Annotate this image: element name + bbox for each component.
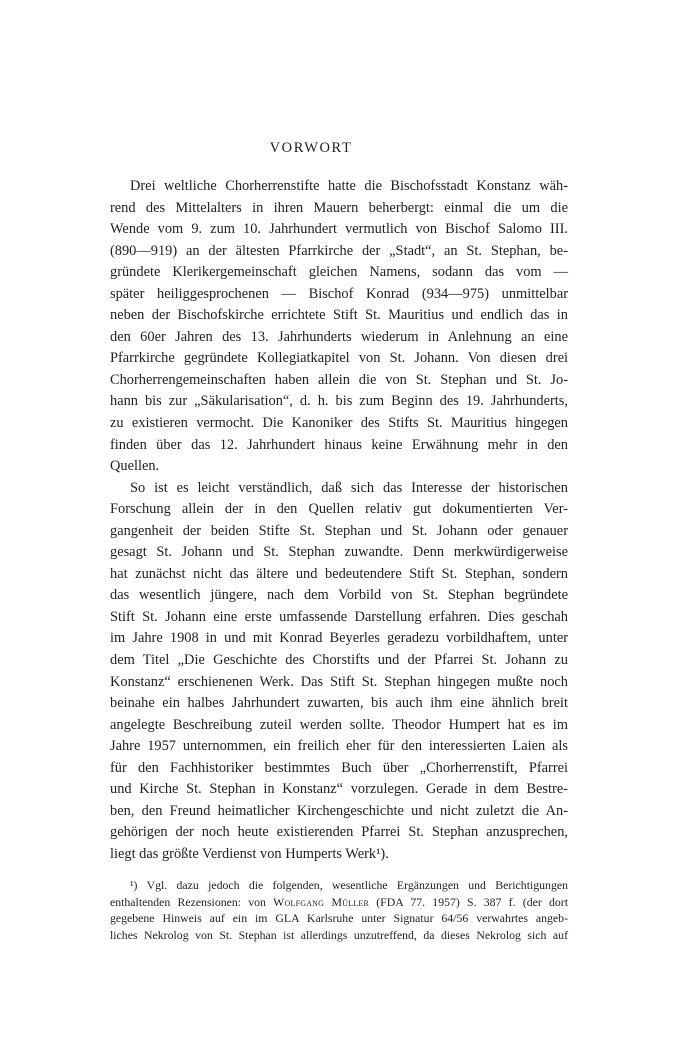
footnote-text: Vgl. dazu jedoch die folgenden, wesentliche Ergänzungen und Berichtigungen bbox=[146, 878, 568, 892]
body-line: Drei weltliche Chorherrenstifte hatte die Bischofsstadt Konstanz wäh- bbox=[130, 178, 568, 194]
body-line: Jahre 1957 unternommen, ein freilich eher für den interessierten Laien als bbox=[110, 738, 568, 755]
footnote-text: enthaltenden Rezensionen: von bbox=[110, 894, 274, 909]
body-line: (890—919) an der ältesten Pfarrkirche der „Stadt“, an St. Stephan, be- bbox=[110, 242, 568, 259]
body-line: dem Titel „Die Geschichte des Chorstifts und der Pfarrei St. Johann zu bbox=[110, 652, 568, 669]
body-line: So ist es leicht verständlich, daß sich das Interesse der historischen bbox=[130, 479, 568, 496]
body-line: hann bis zur „Säkularisation“, d. h. bis zum Beginn des 19. Jahrhunderts, bbox=[110, 393, 568, 410]
body-line: das wesentlich jüngere, nach dem Vorbild von St. Stephan begründete bbox=[110, 587, 568, 604]
body-line: rend des Mittelalters in ihren Mauern beherbergt: einmal die um die bbox=[110, 199, 568, 216]
paragraph bbox=[110, 478, 568, 866]
author-name-smallcaps: Wolfgang Müller bbox=[273, 894, 370, 909]
body-line: gesagt St. Johann und St. Stephan zuwandte. Denn merkwürdigerweise bbox=[110, 544, 568, 561]
body-line: Konstanz“ erschienenen Werk. Das Stift St. Stephan hingegen mußte noch bbox=[110, 673, 568, 690]
body-line: finden über das 12. Jahrhundert hinaus keine Erwähnung mehr in den bbox=[110, 436, 568, 453]
body-line: und Kirche St. Stephan in Konstanz“ vorzulegen. Gerade in dem Bestre- bbox=[110, 781, 568, 798]
body-line: Quellen. bbox=[110, 458, 160, 475]
footnote-line bbox=[110, 877, 568, 894]
body-line: liegt das größte Verdienst von Humperts Werk¹). bbox=[110, 845, 389, 862]
body-line: gangenheit der beiden Stifte St. Stephan und St. Johann oder genauer bbox=[110, 522, 568, 539]
footnote bbox=[110, 877, 568, 943]
body-line: hat zunächst nicht das ältere und bedeutendere Stift St. Stephan, sondern bbox=[110, 565, 568, 582]
body-line: im Jahre 1908 in und mit Konrad Beyerles geradezu vorbildhaftem, unter bbox=[110, 630, 568, 647]
footnote-line: liches Nekrolog von St. Stephan ist allerdings unzutreffend, da dieses Nekrolog sich auf bbox=[110, 927, 568, 942]
footnote-text: (FDA 77. 1957) S. 387 f. (der dort bbox=[369, 894, 568, 909]
body-line: zu existieren vermocht. Die Kanoniker des Stifts St. Mauritius hingegen bbox=[110, 415, 568, 432]
body-line: Chorherrengemeinschaften haben allein die von St. Stephan und St. Jo- bbox=[110, 371, 568, 388]
body-line: gründete Klerikergemeinschaft gleichen Namens, sodann das vom — bbox=[110, 264, 568, 281]
body-line: Stift St. Johann eine erste umfassende Darstellung erfahren. Dies geschah bbox=[110, 608, 568, 625]
body-line: angelegte Beschreibung zuteil werden sollte. Theodor Humpert hat es im bbox=[110, 716, 568, 733]
body-line: Wende vom 9. zum 10. Jahrhundert vermutlich von Bischof Salomo III. bbox=[110, 221, 568, 238]
body-line: für den Fachhistoriker bestimmtes Buch über „Chorherrenstift, Pfarrei bbox=[110, 759, 568, 776]
body-line: gehörigen der noch heute existierenden Pfarrei St. Stephan anzusprechen, bbox=[110, 824, 568, 841]
footnote-line: gegebene Hinweis auf ein im GLA Karlsruhe unter Signatur 64/56 verwahrtes angeb- bbox=[110, 911, 568, 925]
body-text bbox=[110, 176, 568, 866]
page-heading: VORWORT bbox=[269, 140, 353, 156]
footnote-line bbox=[110, 894, 568, 911]
body-line: beinahe ein halbes Jahrhundert zuwarten, bis auch ihm eine ähnlich breit bbox=[110, 695, 568, 712]
body-line: neben der Bischofskirche errichtete Stift St. Mauritius und endlich das in bbox=[110, 307, 568, 324]
body-line: ben, den Freund heimatlicher Kirchengeschichte und nicht zuletzt die An- bbox=[110, 802, 568, 819]
body-line: später heiliggesprochenen — Bischof Konrad (934—975) unmittelbar bbox=[110, 285, 568, 302]
footnote-marker: ¹) bbox=[130, 878, 138, 892]
paragraph bbox=[110, 176, 568, 478]
body-line: Forschung allein der in den Quellen relativ gut dokumentierten Ver- bbox=[110, 501, 568, 518]
body-line: Pfarrkirche gegründete Kollegiatkapitel von St. Johann. Von diesen drei bbox=[110, 350, 568, 367]
body-line: den 60er Jahren des 13. Jahrhunderts wiederum in Anlehnung an eine bbox=[110, 328, 568, 345]
